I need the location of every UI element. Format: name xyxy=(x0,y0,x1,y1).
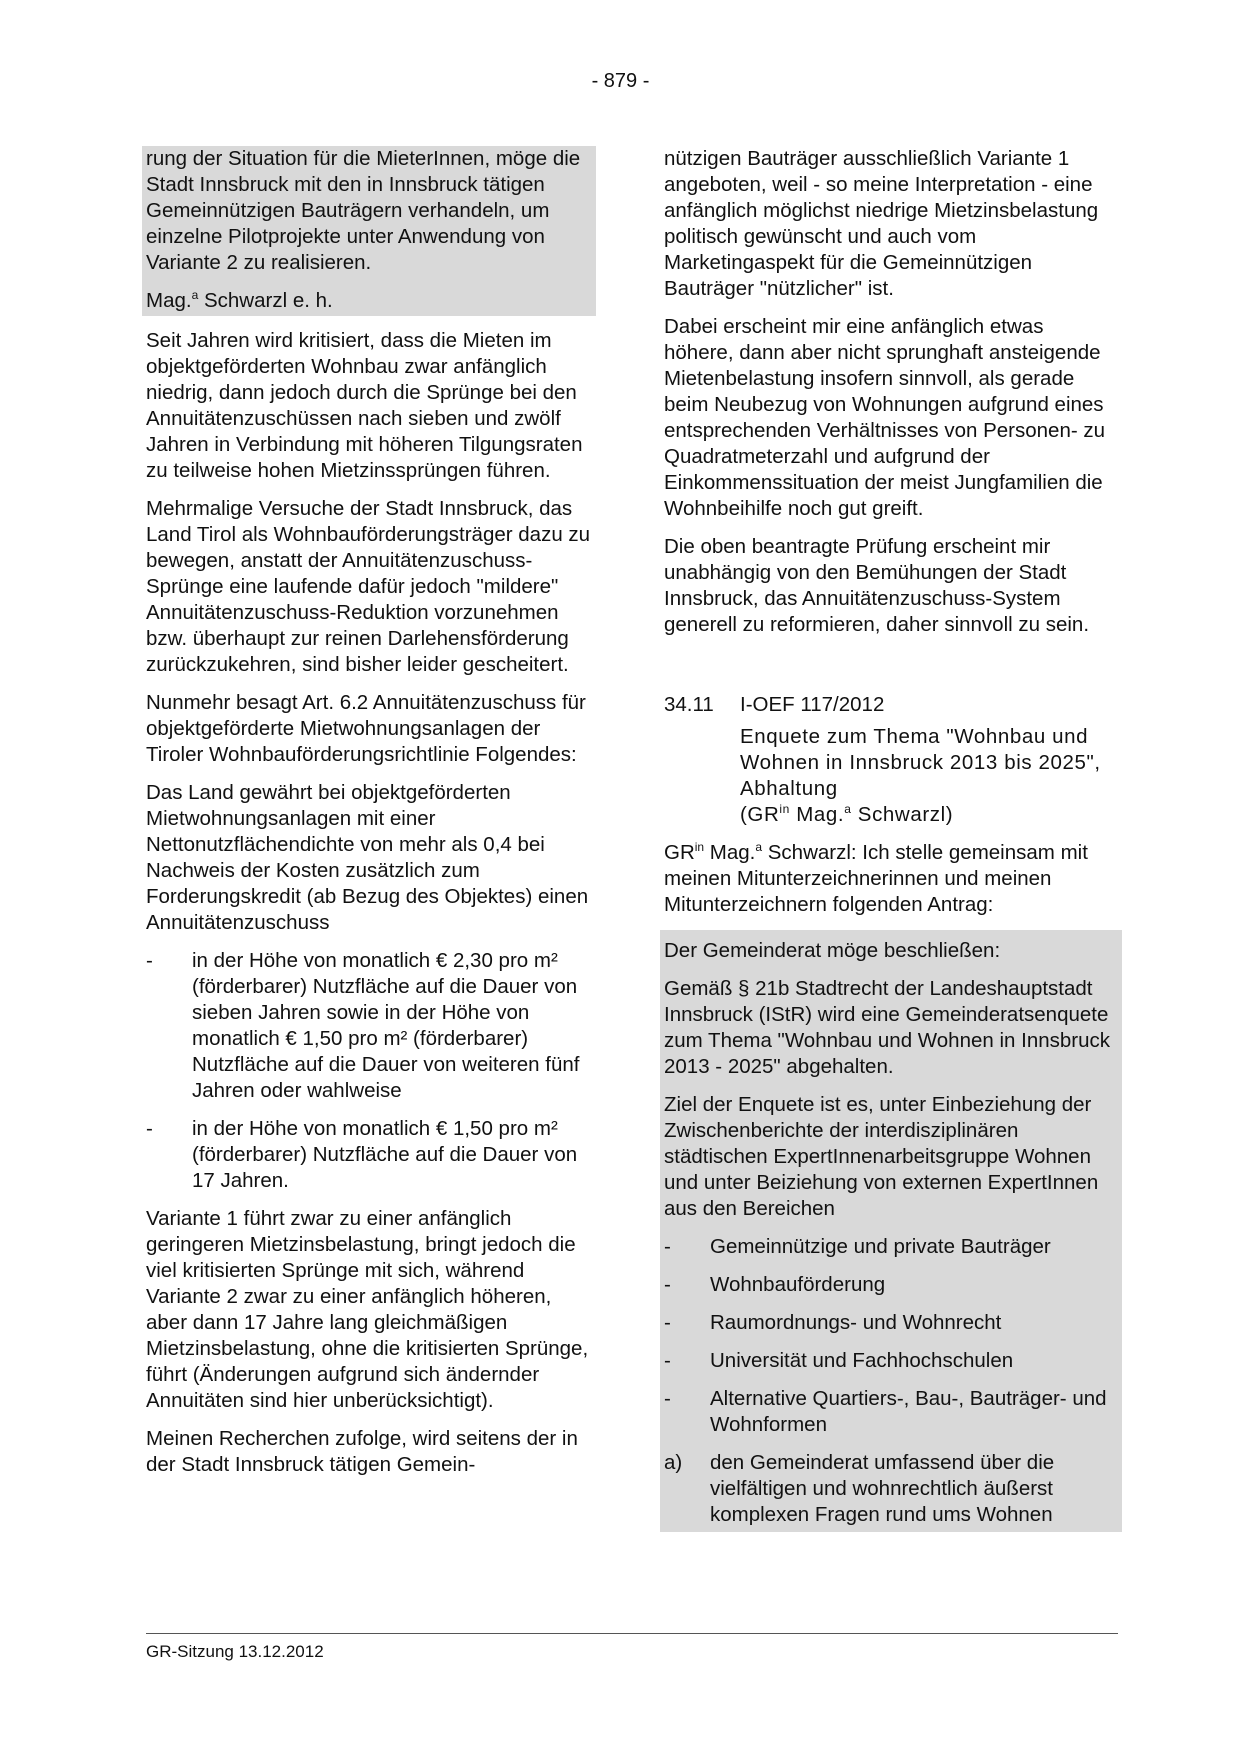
list-item-text: Universität und Fachhochschulen xyxy=(710,1349,1014,1372)
agenda-item-number: 34.11 xyxy=(664,693,714,716)
footer-divider xyxy=(146,1633,1118,1634)
list-item-text: in der Höhe von monatlich € 2,30 pro m² (förderbarer) Nutzfläche auf die Dauer von sieben Jahren sowie in der Höhe von monatlich € 1,50 pro m² (förderbarer) Nutzfläche auf die Dauer von weiteren fünf Jahren oder wahlweise xyxy=(192,949,580,1102)
left-column xyxy=(146,146,596,1490)
signature: Mag.$^a$ Schwarzl e. h. xyxy=(146,288,333,312)
list-marker: - xyxy=(146,1117,153,1140)
proposal-text: rung der Situation für die MieterInnen, möge die Stadt Innsbruck mit den in Innsbruck tätigen Gemeinnützigen Bauträgern verhandeln, um einzelne Pilotprojekte unter Anwendung von Variante 2 zu realisieren. xyxy=(146,147,581,274)
highlighted-motion xyxy=(660,930,1122,1532)
page-number: - 879 - xyxy=(591,70,650,92)
list-item xyxy=(664,1386,1122,1438)
paragraph: Meinen Recherchen zufolge, wird seitens der in der Stadt Innsbruck tätigen Gemein- xyxy=(146,1427,578,1476)
list-marker: - xyxy=(664,1311,671,1334)
footer-session-date: GR-Sitzung 13.12.2012 xyxy=(146,1642,324,1661)
list-marker: - xyxy=(146,949,153,972)
paragraph: Mehrmalige Versuche der Stadt Innsbruck, das Land Tirol als Wohnbauförderungsträger dazu zu bewegen, anstatt der Annuitätenzuschuss-Sprünge eine laufende dafür jedoch "mildere" Annuitätenzuschuss-Reduktion vorzunehmen bzw. überhaupt zur reinen Darlehensförderung zurückzukehren, sind bisher leider gescheitert. xyxy=(146,497,591,676)
list-item xyxy=(664,1310,1122,1336)
paragraph: Dabei erscheint mir eine anfänglich etwas höhere, dann aber nicht sprunghaft ansteigende Mietenbelastung insofern sinnvoll, als gerade beim Neubezug von Wohnungen aufgrund eines entsprechenden Verhältnisses von Personen- zu Quadratmeterzahl und aufgrund der Einkommenssituation der meist Jungfamilien die Wohnbeihilfe noch gut greift. xyxy=(664,315,1106,520)
list-item-text: Raumordnungs- und Wohnrecht xyxy=(710,1311,1002,1334)
paragraph: nützigen Bauträger ausschließlich Variante 1 angeboten, weil - so meine Interpretation - eine anfänglich möglichst niedrige Mietzinsbelastung politisch gewünscht und auch vom Marketingaspekt für die Gemeinnützigen Bauträger "nützlicher" ist. xyxy=(664,147,1099,300)
paragraph: Variante 1 führt zwar zu einer anfänglich geringeren Mietzinsbelastung, bringt jedoch die viel kritisierten Sprünge mit sich, während Variante 2 zwar zu einer anfänglich höheren, aber dann 17 Jahre lang gleichmäßigen Mietzinsbelastung, ohne die kritisierten Sprünge, führt (Änderungen aufgrund sich ändernder Annuitäten sind hier unberücksichtigt). xyxy=(146,1207,589,1412)
motion-paragraph: Ziel der Enquete ist es, unter Einbeziehung der Zwischenberichte der interdisziplinären städtischen ExpertInnenarbeitsgruppe Wohnen und unter Beiziehung von externen ExpertInnen aus den Bereichen xyxy=(664,1093,1099,1220)
list-item-text: in der Höhe von monatlich € 1,50 pro m² (förderbarer) Nutzfläche auf die Dauer von 17 Jahren. xyxy=(192,1117,578,1192)
motion-intro: $GR^{in}$ Mag.$^a$ Schwarzl: Ich stelle gemeinsam mit meinen Mitunterzeichnerinnen und meinen Mitunterzeichnern folgenden Antrag: xyxy=(664,840,1088,916)
agenda-item-author: ($GR^{in}$ Mag.$^a$ Schwarzl) xyxy=(740,802,954,826)
list-item xyxy=(664,1450,1122,1528)
agenda-item-code: I-OEF 117/2012 xyxy=(740,693,885,716)
agenda-item-header xyxy=(664,692,1118,718)
list-item-text: Wohnbauförderung xyxy=(710,1273,886,1296)
list-marker: a) xyxy=(664,1451,683,1474)
list-marker: - xyxy=(664,1235,671,1258)
list-item-text: den Gemeinderat umfassend über die vielfältigen und wohnrechtlich äußerst komplexen Fragen rund ums Wohnen xyxy=(710,1451,1055,1526)
motion-paragraph: Gemäß § 21b Stadtrecht der Landeshauptstadt Innsbruck (IStR) wird eine Gemeinderatsenquete zum Thema "Wohnbau und Wohnen in Innsbruck 2013 - 2025" abgehalten. xyxy=(664,977,1111,1078)
agenda-item-title xyxy=(740,724,1118,828)
highlighted-proposal xyxy=(142,146,596,316)
list-marker: - xyxy=(664,1349,671,1372)
list-item xyxy=(146,1116,596,1194)
paragraph: Das Land gewährt bei objektgeförderten Mietwohnungsanlagen mit einer Nettonutzflächendichte von mehr als 0,4 bei Nachweis der Kosten zusätzlich zum Forderungskredit (ab Bezug des Objektes) einen Annuitätenzuschuss xyxy=(146,781,589,934)
list-item xyxy=(664,1272,1122,1298)
list-item xyxy=(664,1348,1122,1374)
paragraph: Die oben beantragte Prüfung erscheint mir unabhängig von den Bemühungen der Stadt Innsbruck, das Annuitätenzuschuss-System generell zu reformieren, daher sinnvoll zu sein. xyxy=(664,535,1090,636)
right-column xyxy=(664,146,1118,1532)
list-item-text: Gemeinnützige und private Bauträger xyxy=(710,1235,1051,1258)
list-item xyxy=(664,1234,1122,1260)
list-item xyxy=(146,948,596,1104)
list-marker: - xyxy=(664,1273,671,1296)
list-item-text: Alternative Quartiers-, Bau-, Bauträger- und Wohnformen xyxy=(710,1387,1107,1436)
motion-heading: Der Gemeinderat möge beschließen: xyxy=(664,939,1001,962)
paragraph: Nunmehr besagt Art. 6.2 Annuitätenzuschuss für objektgeförderte Mietwohnungsanlagen der Tiroler Wohnbauförderungsrichtlinie Folgendes: xyxy=(146,691,586,766)
list-marker: - xyxy=(664,1387,671,1410)
agenda-item-title-text: Enquete zum Thema "Wohnbau und Wohnen in Innsbruck 2013 bis 2025", Abhaltung xyxy=(740,725,1101,800)
paragraph: Seit Jahren wird kritisiert, dass die Mieten im objektgeförderten Wohnbau zwar anfänglich niedrig, dann jedoch durch die Sprünge bei den Annuitätenzuschüssen nach sieben und zwölf Jahren in Verbindung mit höheren Tilgungsraten zu teilweise hohen Mietzinssprüngen führen. xyxy=(146,329,583,482)
